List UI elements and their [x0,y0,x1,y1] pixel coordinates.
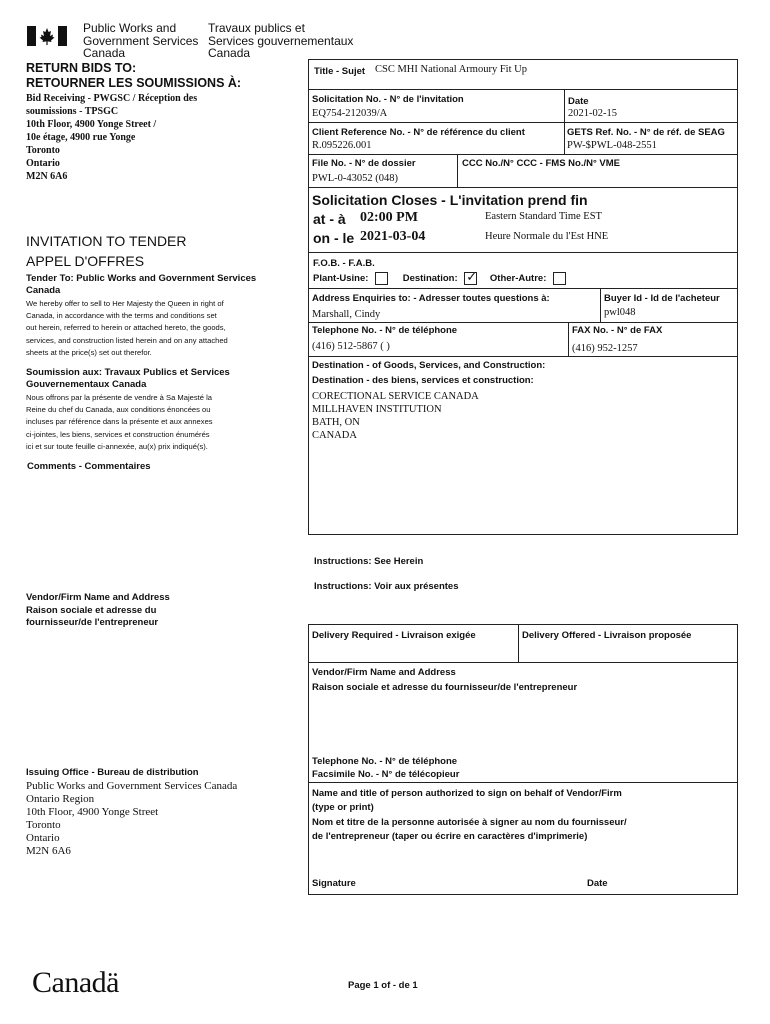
date-label: Date [568,96,589,107]
address-line: 10e étage, 4900 rue Yonge [26,132,136,143]
vendor-fax-label: Facsimile No. - N° de télécopieur [312,769,460,780]
issuing-line: Ontario Region [26,793,95,805]
telephone-value: (416) 512-5867 ( ) [312,341,390,352]
destination-line: MILLHAVEN INSTITUTION [312,404,442,415]
plant-label: Plant-Usine: [313,273,369,285]
vendor-name-label-en: Vendor/Firm Name and Address [312,667,456,678]
address-line: M2N 6A6 [26,171,68,182]
solicitation-closes-title: Solicitation Closes - L'invitation prend fin [312,192,588,208]
return-bids-title-fr: RETOURNER LES SOUMISSIONS À: [26,76,242,90]
offer-line: sheets at the price(s) set out therefor. [26,347,152,357]
timezone-en: Eastern Standard Time EST [485,211,602,222]
file-no-label: File No. - N° de dossier [312,158,416,169]
instructions-en: Instructions: See Herein [314,556,424,567]
vendor-left-label [26,592,170,630]
offer-text-fr [26,392,213,453]
address-enquiries-value: Marshall, Cindy [312,309,381,320]
department-name-fr [208,22,353,60]
fob-options [313,272,566,285]
issuing-line: Ontario [26,832,60,844]
vendor-left-line-1: Vendor/Firm Name and Address [26,592,170,603]
issuing-office-address [26,780,237,858]
dept-en-line-3: Canada [83,46,126,60]
telephone-label: Telephone No. - N° de téléphone [312,325,458,336]
return-bids-title-en: RETURN BIDS TO: [26,61,137,75]
issuing-office-title: Issuing Office - Bureau de distribution [26,767,199,778]
date-value: 2021-02-15 [568,108,617,119]
address-line: Ontario [26,158,60,169]
offer-text-en [26,298,228,359]
comments-label: Comments - Commentaires [27,461,151,472]
offer-line: Reine du chef du Canada, aux conditions énoncées ou [26,405,211,415]
timezone-fr: Heure Normale du l'Est HNE [485,231,609,242]
gets-ref-label: GETS Ref. No. - N° de réf. de SEAG [567,127,725,138]
dept-en-line-1: Public Works and [83,21,177,35]
closing-at-label: at - à [313,211,346,227]
vendor-left-line-2: Raison sociale et adresse du [26,604,157,616]
plant-checkbox[interactable] [375,272,388,285]
gets-ref-value: PW-$PWL-048-2551 [567,140,657,151]
canada-flag-logo [27,26,67,46]
closing-date-value: 2021-03-04 [360,229,426,244]
offer-line: Nous offrons par la présente de vendre à Sa Majesté la [26,393,213,402]
issuing-line: Public Works and Government Services Canada [26,780,238,792]
soumission-aux: Soumission aux: Travaux Publics et Services Gouvernementaux Canada [26,367,230,390]
fax-value: (416) 952-1257 [572,343,638,354]
file-no-value: PWL-0-43052 (048) [312,173,399,184]
destination-label: Destination: [402,273,458,285]
buyer-id-value: pwl048 [604,307,636,318]
offer-line: We hereby offer to sell to Her Majesty the Queen in right of [26,299,224,308]
delivery-offered-label: Delivery Offered - Livraison proposée [522,630,692,641]
destination-goods-label-en: Destination - of Goods, Services, and Construction: [312,360,546,371]
authorized-person-label-1: Name and title of person authorized to sign on behalf of Vendor/Firm [312,788,622,799]
destination-line: BATH, ON [312,417,360,428]
solicitation-no-label: Solicitation No. - N° de l'invitation [312,94,464,105]
address-line: Toronto [26,145,60,156]
closing-time-value: 02:00 PM [360,210,418,225]
vendor-left-line-3: fournisseur/de l'entrepreneur [26,617,159,628]
other-label: Other-Autre: [489,273,547,285]
title-label: Title - Sujet [314,66,366,77]
signature-label: Signature [312,878,356,889]
dept-fr-line-1: Travaux publics et [208,21,305,35]
solicitation-no-value: EQ754-212039/A [312,108,388,119]
other-checkbox[interactable] [553,272,566,285]
tender-to: Tender To: Public Works and Government Services Canada [26,273,257,296]
authorized-person-label-3: Nom et titre de la personne autorisée à signer au nom du fournisseur/ [312,817,627,828]
title-value: CSC MHI National Armoury Fit Up [375,64,527,75]
dept-en-line-2: Government Services [83,33,199,48]
address-line: 10th Floor, 4900 Yonge Street / [26,119,157,130]
destination-line: CANADA [312,430,357,441]
address-enquiries-label: Address Enquiries to: - Adresser toutes questions à: [312,293,550,304]
instructions-fr: Instructions: Voir aux présentes [314,581,459,592]
offer-line: incluses par référence dans la présente et aux annexes [26,417,213,427]
destination-line: CORECTIONAL SERVICE CANADA [312,391,479,402]
client-ref-label: Client Reference No. - N° de référence du client [312,127,525,138]
offer-line: services, and construction listed herein and on any attached [26,335,228,345]
buyer-id-label: Buyer Id - Id de l'acheteur [604,293,720,304]
return-bids-address [26,92,197,183]
address-line: soumissions - TPSGC [26,106,119,117]
offer-line: ci-jointes, les biens, services et construction énumérés [26,429,210,439]
issuing-line: 10th Floor, 4900 Yonge Street [26,806,159,818]
invitation-title-en: INVITATION TO TENDER [26,233,187,249]
issuing-line: Toronto [26,819,61,831]
invitation-title [26,231,187,271]
page-number: Page 1 of - de 1 [348,980,418,991]
destination-address [312,390,479,442]
destination-goods-label-fr: Destination - des biens, services et construction: [312,375,534,386]
signature-date-label: Date [587,878,608,889]
dept-fr-line-2: Services gouvernementaux [208,33,354,48]
destination-checkbox[interactable] [464,272,477,285]
offer-line: out herein, referred to herein or attached hereto, the goods, [26,323,226,333]
issuing-line: M2N 6A6 [26,845,71,857]
invitation-title-fr: APPEL D'OFFRES [26,253,145,269]
delivery-required-label: Delivery Required - Livraison exigée [312,630,476,641]
dept-fr-line-3: Canada [208,46,251,60]
fax-label: FAX No. - N° de FAX [572,325,663,336]
return-bids-title [26,61,241,91]
fob-label: F.O.B. - F.A.B. [313,258,375,269]
vendor-name-label-fr: Raison sociale et adresse du fournisseur/de l'entrepreneur [312,682,578,693]
closing-on-label: on - le [313,230,355,246]
canada-wordmark: Canadä [32,966,119,999]
ccc-no-label: CCC No./N° CCC - FMS No./N° VME [462,158,621,169]
address-line: Bid Receiving - PWGSC / Réception des [26,93,198,104]
department-name-en [83,22,198,60]
client-ref-value: R.095226.001 [312,140,372,151]
authorized-person-label-2: (type or print) [312,802,374,813]
offer-line: Canada, in accordance with the terms and conditions set [26,311,217,321]
vendor-telephone-label: Telephone No. - N° de téléphone [312,756,458,767]
offer-line: ici et sur toute feuille ci-annexée, au(x) prix indiqué(s). [26,441,208,451]
authorized-person-label-4: de l'entrepreneur (taper ou écrire en caractères d'imprimerie) [312,831,588,842]
